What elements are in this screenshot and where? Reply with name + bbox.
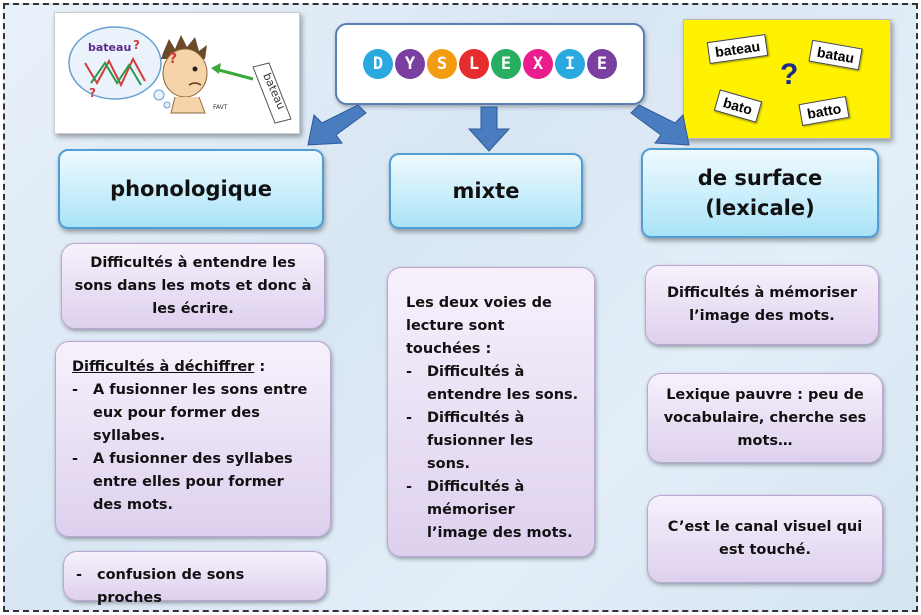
title-letter: Y <box>395 49 425 79</box>
title-letter: L <box>459 49 489 79</box>
question-mark-icon: ? <box>780 58 799 91</box>
thought-bubble-icon <box>69 27 170 108</box>
title-word <box>362 49 618 79</box>
title-letter: S <box>427 49 457 79</box>
surface-box-memorize-text: Difficultés à mémoriser l’image des mots. <box>666 285 858 324</box>
boy-face-icon <box>161 35 207 113</box>
word-card-1: bateau <box>707 34 769 64</box>
category-surface-label-line1: de surface <box>697 166 823 190</box>
title-letter: I <box>555 49 585 79</box>
title-letter: D <box>363 49 393 79</box>
green-arrow-icon <box>211 63 253 79</box>
mixed-list <box>406 361 580 545</box>
category-surface <box>641 148 879 238</box>
confusion-list-item: - confusion de sons proches <box>76 564 314 610</box>
arrow-down-right-icon <box>627 101 697 151</box>
arrow-down-icon <box>467 105 511 153</box>
dyslexic-boy-illustration <box>55 13 299 133</box>
diagram-canvas <box>3 3 918 612</box>
decoding-heading <box>72 356 316 379</box>
confusion-list <box>76 564 314 610</box>
card-word: bateau <box>260 70 288 112</box>
svg-text:?: ? <box>133 38 140 52</box>
title-letter: X <box>523 49 553 79</box>
category-mixed <box>389 153 583 229</box>
word-card-4: batto <box>798 96 849 126</box>
signature: FAVT <box>213 104 228 111</box>
mixed-list-item: - Difficultés à fusionner les sons. <box>406 407 580 476</box>
category-mixed-label: mixte <box>452 179 520 203</box>
surface-box-visual <box>647 495 883 583</box>
illustration-left <box>54 12 300 134</box>
mixed-list-item: - Difficultés à entendre les sons. <box>406 361 580 407</box>
phonological-box-confusion <box>63 551 327 606</box>
title-letter: E <box>587 49 617 79</box>
decoding-heading-text: Difficultés à déchiffrer <box>72 359 255 375</box>
phonological-box-hearing-text: Difficultés à entendre les sons dans les mots et donc à les écrire. <box>74 254 312 317</box>
surface-box-memorize <box>645 265 879 345</box>
arrow-down-left-icon <box>300 101 370 151</box>
word-card-2: batau <box>808 40 862 71</box>
bubble-word: bateau <box>88 41 132 54</box>
decoding-list-item: - A fusionner les sons entre eux pour former des syllabes. <box>72 379 316 448</box>
decoding-heading-colon: : <box>254 359 266 375</box>
category-surface-label-line2: (lexicale) <box>705 196 815 220</box>
phonological-box-decoding <box>55 341 331 537</box>
phonological-box-hearing <box>61 243 325 329</box>
illustration-right <box>683 19 891 139</box>
surface-box-visual-text: C’est le canal visuel qui est touché. <box>667 519 863 558</box>
surface-box-lexicon-text: Lexique pauvre : peu de vocabulaire, cherche ses mots… <box>663 386 867 449</box>
svg-text:?: ? <box>89 86 96 100</box>
category-phonological <box>58 149 324 229</box>
mixed-intro: Les deux voies de lecture sont touchées : <box>406 295 552 357</box>
mixed-list-item: - Difficultés à mémoriser l’image des mots. <box>406 476 580 545</box>
svg-text:?: ? <box>169 51 178 67</box>
decoding-list-item: - A fusionner des syllabes entre elles pour former des mots. <box>72 448 316 517</box>
surface-box-lexicon <box>647 373 883 463</box>
title-letter: E <box>491 49 521 79</box>
mixed-box <box>387 267 595 557</box>
decoding-list <box>72 379 316 517</box>
title-box <box>335 23 645 105</box>
word-card-3: bato <box>714 89 762 122</box>
category-phonological-label: phonologique <box>110 177 272 201</box>
word-card-icon <box>253 63 291 123</box>
